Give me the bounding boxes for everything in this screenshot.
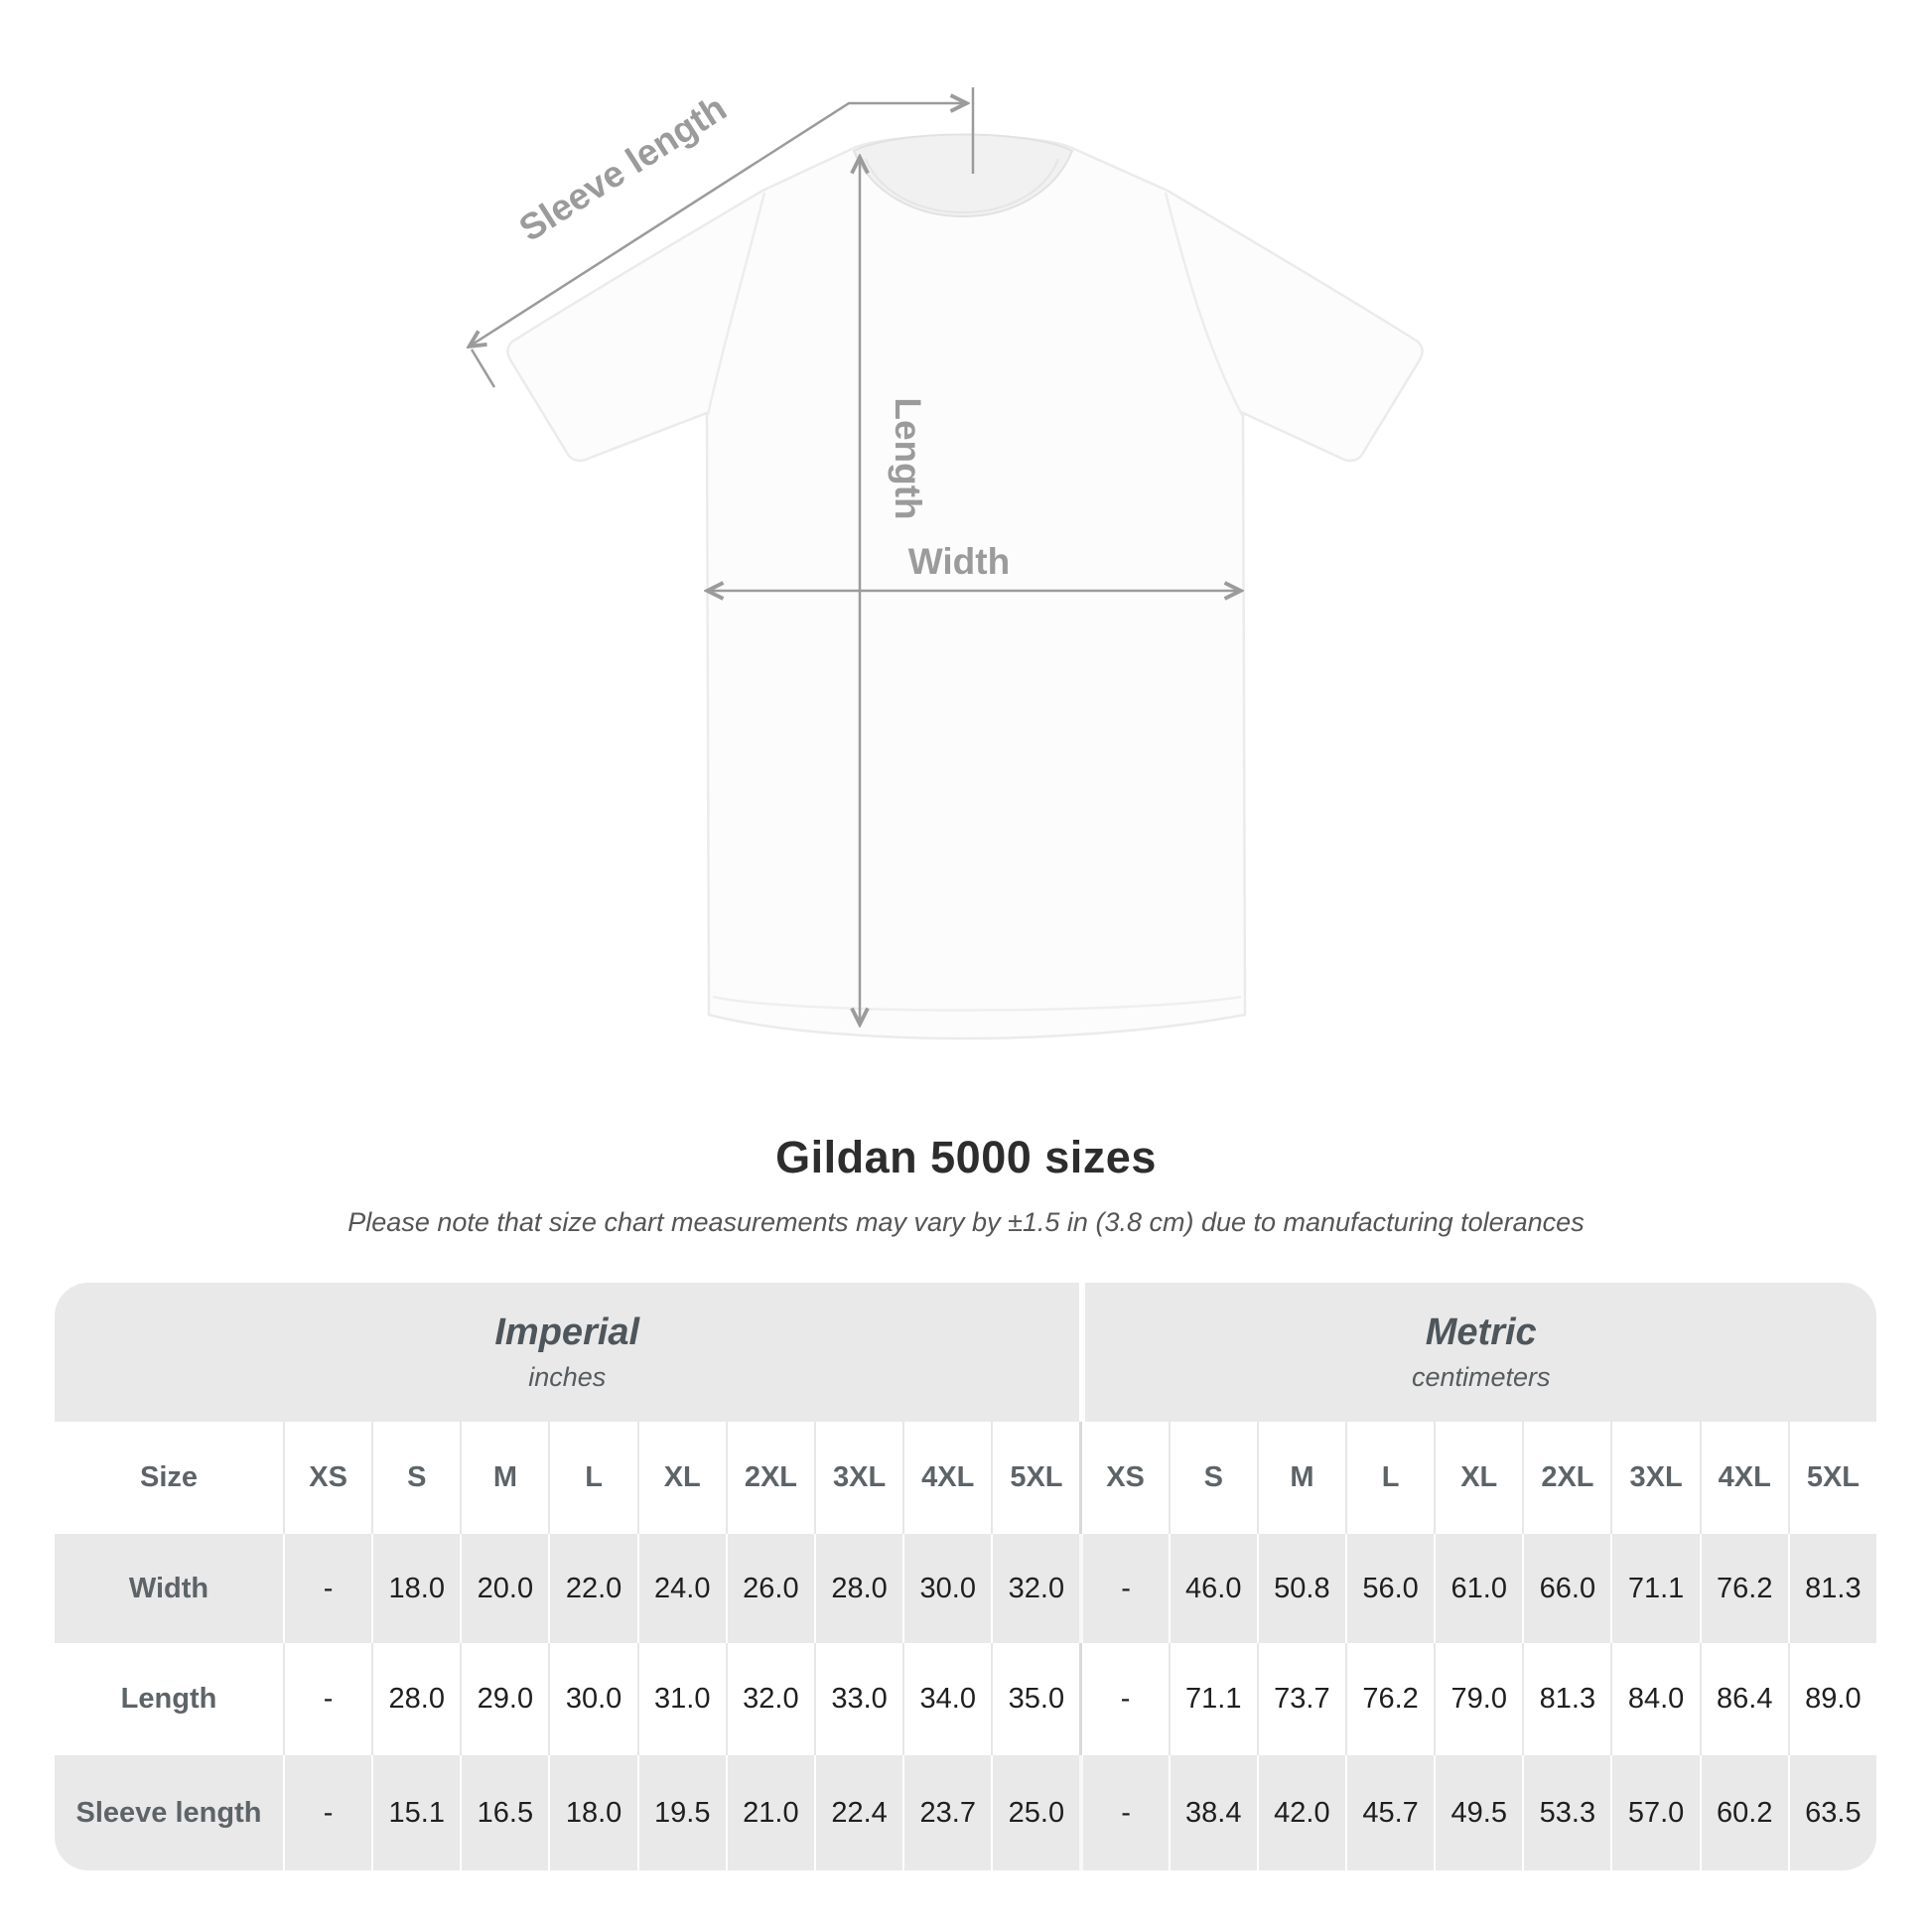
table-cell-imperial: 30.0 [902, 1534, 991, 1643]
column-header-metric: 3XL [1610, 1422, 1699, 1534]
column-header-metric: 2XL [1522, 1422, 1610, 1534]
table-cell-imperial: 32.0 [726, 1643, 814, 1755]
table-cell-metric: 71.1 [1610, 1534, 1699, 1643]
table-cell-imperial: 21.0 [726, 1755, 814, 1870]
column-header-imperial: M [460, 1422, 548, 1534]
table-cell-imperial: 18.0 [371, 1534, 460, 1643]
table-cell-imperial: - [283, 1755, 371, 1870]
table-cell-imperial: 18.0 [548, 1755, 636, 1870]
size-chart-table [55, 1283, 1876, 1870]
table-cell-metric: 86.4 [1700, 1643, 1788, 1755]
column-header-metric: XS [1079, 1422, 1168, 1534]
table-cell-imperial: 29.0 [460, 1643, 548, 1755]
column-header-imperial: S [371, 1422, 460, 1534]
width-label: Width [907, 541, 1011, 582]
table-cell-metric: 89.0 [1788, 1643, 1876, 1755]
table-cell-imperial: 34.0 [902, 1643, 991, 1755]
column-header-imperial: L [548, 1422, 636, 1534]
metric-label: Metric [1425, 1311, 1537, 1353]
table-cell-metric: 42.0 [1257, 1755, 1345, 1870]
table-cell-imperial: 32.0 [991, 1534, 1079, 1643]
table-cell-metric: 84.0 [1610, 1643, 1699, 1755]
table-cell-imperial: 28.0 [814, 1534, 902, 1643]
column-header-imperial: 2XL [726, 1422, 814, 1534]
column-header-imperial: 5XL [991, 1422, 1079, 1534]
table-cell-imperial: - [283, 1643, 371, 1755]
table-cell-imperial: 24.0 [637, 1534, 726, 1643]
row-label: Length [55, 1643, 283, 1755]
table-cell-imperial: 28.0 [371, 1643, 460, 1755]
table-cell-imperial: 16.5 [460, 1755, 548, 1870]
table-cell-metric: 53.3 [1522, 1755, 1610, 1870]
metric-header-group [1079, 1283, 1876, 1422]
column-header-metric: XL [1434, 1422, 1522, 1534]
column-header-imperial: 4XL [902, 1422, 991, 1534]
tolerance-note: Please note that size chart measurements may vary by ±1.5 in (3.8 cm) due to manufacturing tolerances [347, 1207, 1585, 1237]
table-cell-metric: 81.3 [1788, 1534, 1876, 1643]
column-header-metric: 5XL [1788, 1422, 1876, 1534]
column-header-metric: M [1257, 1422, 1345, 1534]
column-header-imperial: 3XL [814, 1422, 902, 1534]
length-label: Length [888, 397, 928, 520]
table-cell-imperial: 25.0 [991, 1755, 1079, 1870]
table-cell-metric: 56.0 [1345, 1534, 1434, 1643]
row-label: Sleeve length [55, 1755, 283, 1870]
table-cell-imperial: 35.0 [991, 1643, 1079, 1755]
column-header-metric: S [1169, 1422, 1257, 1534]
table-cell-metric: 81.3 [1522, 1643, 1610, 1755]
table-cell-metric: 63.5 [1788, 1755, 1876, 1870]
table-cell-metric: 76.2 [1700, 1534, 1788, 1643]
table-cell-imperial: - [283, 1534, 371, 1643]
table-cell-metric: 49.5 [1434, 1755, 1522, 1870]
column-header-metric: 4XL [1700, 1422, 1788, 1534]
size-corner-header: Size [55, 1422, 283, 1534]
table-cell-metric: 73.7 [1257, 1643, 1345, 1755]
table-cell-imperial: 19.5 [637, 1755, 726, 1870]
table-cell-metric: 46.0 [1169, 1534, 1257, 1643]
table-cell-imperial: 20.0 [460, 1534, 548, 1643]
table-cell-metric: 38.4 [1169, 1755, 1257, 1870]
column-header-imperial: XL [637, 1422, 726, 1534]
table-cell-metric: 60.2 [1700, 1755, 1788, 1870]
table-cell-imperial: 22.4 [814, 1755, 902, 1870]
table-cell-imperial: 30.0 [548, 1643, 636, 1755]
page-title: Gildan 5000 sizes [775, 1132, 1157, 1182]
table-cell-imperial: 26.0 [726, 1534, 814, 1643]
table-cell-metric: 45.7 [1345, 1755, 1434, 1870]
metric-unit-label: centimeters [1411, 1362, 1551, 1392]
column-header-metric: L [1345, 1422, 1434, 1534]
table-cell-metric: 79.0 [1434, 1643, 1522, 1755]
table-cell-metric: 57.0 [1610, 1755, 1699, 1870]
sleeve-length-label: Sleeve length [511, 86, 734, 249]
table-cell-imperial: 33.0 [814, 1643, 902, 1755]
table-cell-metric: - [1079, 1755, 1168, 1870]
table-cell-metric: - [1079, 1643, 1168, 1755]
table-cell-imperial: 23.7 [902, 1755, 991, 1870]
tshirt-body [507, 136, 1422, 1039]
table-cell-imperial: 22.0 [548, 1534, 636, 1643]
table-cell-metric: 71.1 [1169, 1643, 1257, 1755]
column-header-imperial: XS [283, 1422, 371, 1534]
imperial-header-group [55, 1283, 1079, 1422]
table-cell-metric: - [1079, 1534, 1168, 1643]
table-cell-metric: 76.2 [1345, 1643, 1434, 1755]
table-cell-imperial: 15.1 [371, 1755, 460, 1870]
row-label: Width [55, 1534, 283, 1643]
table-cell-metric: 61.0 [1434, 1534, 1522, 1643]
table-cell-imperial: 31.0 [637, 1643, 726, 1755]
imperial-unit-label: inches [528, 1362, 607, 1392]
table-cell-metric: 66.0 [1522, 1534, 1610, 1643]
table-cell-metric: 50.8 [1257, 1534, 1345, 1643]
sleeve-end-tick [472, 349, 494, 387]
imperial-label: Imperial [494, 1311, 640, 1353]
